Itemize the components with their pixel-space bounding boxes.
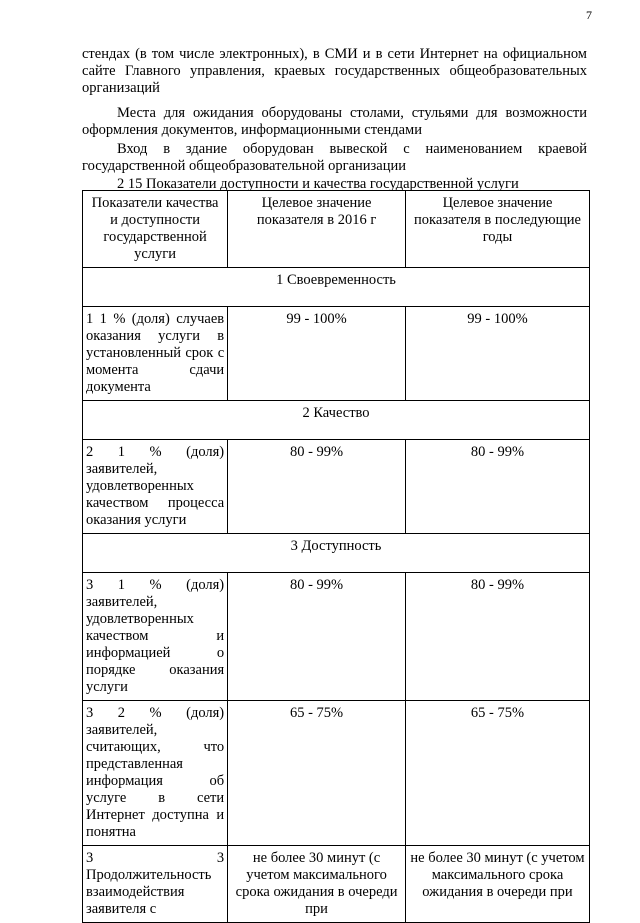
indicator-name: 3 1 % (доля) заявителей, удовлетворенных качеством и информацией о порядке оказания услуги	[83, 573, 228, 701]
header-target-2016: Целевое значение показателя в 2016 г	[228, 191, 406, 268]
value-next-years: не более 30 минут (с учетом максимального срока ожидания в очереди при	[405, 846, 589, 923]
indicator-name: 3 2 % (доля) заявителей, считающих, что представленная информация об услуге в сети Интернет доступна и понятна	[83, 701, 228, 846]
paragraph-waiting-area: Места для ожидания оборудованы столами, стульями для возможности оформления документов, информационными стендами	[82, 105, 587, 138]
value-next-years: 65 - 75%	[405, 701, 589, 846]
page-number: 7	[586, 8, 592, 22]
value-2016: 65 - 75%	[228, 701, 406, 846]
indicator-name: 3 3 Продолжительность взаимодействия заявителя с	[83, 846, 228, 923]
group-title: 1 Своевременность	[83, 268, 590, 307]
indicator-name: 1 1 % (доля) случаев оказания услуги в установленный срок с момента сдачи документа	[83, 307, 228, 401]
paragraph-entrance-sign: Вход в здание оборудован вывеской с наименованием краевой государственной общеобразовательной организации	[82, 141, 587, 174]
value-next-years: 80 - 99%	[405, 573, 589, 701]
table-row	[83, 440, 590, 534]
group-row-timeliness	[83, 268, 590, 307]
table-row	[83, 307, 590, 401]
paragraph-info-stands: стендах (в том числе электронных), в СМИ и в сети Интернет на официальном сайте Главного управления, краевых государственных общеобразовательных организаций	[82, 46, 587, 96]
header-target-next-years: Целевое значение показателя в последующие годы	[405, 191, 589, 268]
table-row	[83, 573, 590, 701]
group-title: 2 Качество	[83, 401, 590, 440]
header-indicator: Показатели качества и доступности государственной услуги	[83, 191, 228, 268]
table-row	[83, 846, 590, 923]
group-row-quality	[83, 401, 590, 440]
indicators-table	[82, 190, 590, 923]
value-2016: 80 - 99%	[228, 440, 406, 534]
indicator-name: 2 1 % (доля) заявителей, удовлетворенных качеством процесса оказания услуги	[83, 440, 228, 534]
section-heading: 2 15 Показатели доступности и качества государственной услуги	[117, 176, 519, 192]
group-title: 3 Доступность	[83, 534, 590, 573]
value-2016: 80 - 99%	[228, 573, 406, 701]
group-row-accessibility	[83, 534, 590, 573]
value-next-years: 80 - 99%	[405, 440, 589, 534]
value-2016: не более 30 минут (с учетом максимального срока ожидания в очереди при	[228, 846, 406, 923]
value-next-years: 99 - 100%	[405, 307, 589, 401]
value-2016: 99 - 100%	[228, 307, 406, 401]
table-row	[83, 701, 590, 846]
table-header-row	[83, 191, 590, 268]
